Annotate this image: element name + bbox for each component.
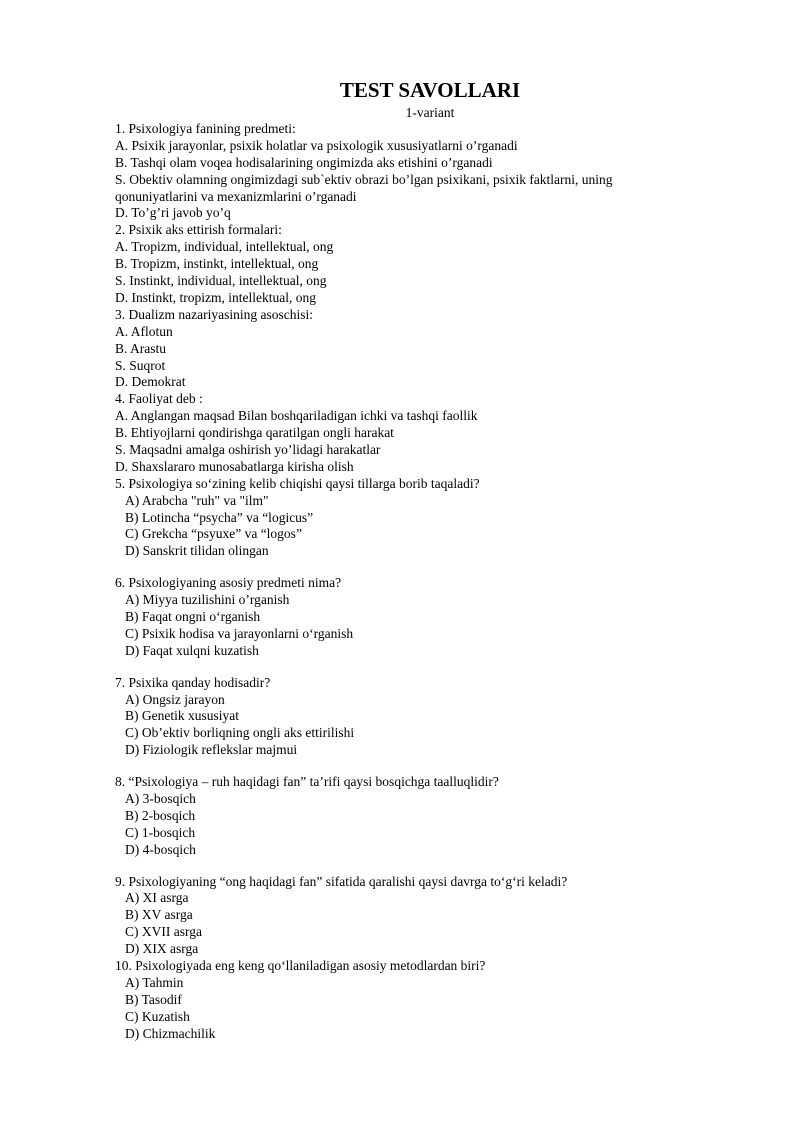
answer-option: C) Ob’ektiv borliqning ongli aks ettirilishi xyxy=(125,725,355,741)
answer-option: D. To’g’ri javob yo’q xyxy=(115,205,231,221)
answer-option: A) Miyya tuzilishini o’rganish xyxy=(125,592,290,608)
answer-option: D) XIX asrga xyxy=(125,941,199,957)
answer-option: D) Chizmachilik xyxy=(125,1025,216,1041)
answer-option: B. Ehtiyojlarni qondirishga qaratilgan ongli harakat xyxy=(115,425,394,441)
answer-option: B. Tashqi olam voqea hodisalarining ongimizda aks etishini o’rganadi xyxy=(115,154,493,170)
variant-subtitle: 1-variant xyxy=(405,105,455,120)
answer-option: D) Sanskrit tilidan olingan xyxy=(125,543,269,559)
answer-option: A. Aflotun xyxy=(115,323,173,339)
answer-option: A) Tahmin xyxy=(125,974,184,990)
answer-option: C) Kuzatish xyxy=(125,1008,190,1024)
answer-option: D) Faqat xulqni kuzatish xyxy=(125,642,259,658)
question-text: 7. Psixika qanday hodisadir? xyxy=(115,674,271,690)
answer-option: A) Arabcha "ruh" va "ilm" xyxy=(125,492,269,508)
question-text: 1. Psixologiya fanining predmeti: xyxy=(115,121,296,136)
question-text: 6. Psixologiyaning asosiy predmeti nima? xyxy=(115,575,342,591)
answer-option: B) Tasodif xyxy=(125,991,182,1007)
answer-option: C) XVII asrga xyxy=(125,924,202,940)
answer-option: A. Tropizm, individual, intellektual, ong xyxy=(115,239,334,255)
answer-option: D) Fiziologik reflekslar majmui xyxy=(125,742,298,758)
question-text: 4. Faoliyat deb : xyxy=(115,391,203,407)
question-text: 9. Psixologiyaning “ong haqidagi fan” sifatida qaralishi qaysi davrga to‘g‘ri keladi? xyxy=(115,873,568,889)
answer-option: D. Shaxslararo munosabatlarga kirisha olish xyxy=(115,458,354,474)
answer-option: S. Maqsadni amalga oshirish yo’lidagi harakatlar xyxy=(115,441,381,457)
answer-option: C) Grekcha “psyuxe” va “logos” xyxy=(125,526,302,542)
answer-option: S. Suqrot xyxy=(115,357,166,373)
answer-option: C) Psixik hodisa va jarayonlarni o‘rganish xyxy=(125,625,354,641)
answer-option: B) 2-bosqich xyxy=(125,807,196,823)
answer-option: A. Anglangan maqsad Bilan boshqariladigan ichki va tashqi faollik xyxy=(115,408,478,424)
answer-option: C) 1-bosqich xyxy=(125,824,196,840)
answer-option: B) Faqat ongni o‘rganish xyxy=(125,608,261,624)
answer-option: D. Instinkt, tropizm, intellektual, ong xyxy=(115,289,316,305)
page-title: TEST SAVOLLARI xyxy=(339,78,521,102)
question-text: 8. “Psixologiya – ruh haqidagi fan” ta’rifi qaysi bosqichga taalluqlidir? xyxy=(115,774,499,790)
answer-option: B) Genetik xususiyat xyxy=(125,708,239,724)
answer-option: B. Arastu xyxy=(115,340,167,356)
answer-option: A) Ongsiz jarayon xyxy=(125,691,225,707)
question-list xyxy=(115,121,675,1042)
answer-option: S. Instinkt, individual, intellektual, ong xyxy=(115,273,327,289)
answer-option: B. Tropizm, instinkt, intellektual, ong xyxy=(115,256,319,272)
question-text: 3. Dualizm nazariyasining asoschisi: xyxy=(115,306,313,322)
question-text: 2. Psixik aks ettirish formalari: xyxy=(115,222,282,238)
question-text: 10. Psixologiyada eng keng qo‘llaniladigan asosiy metodlardan biri? xyxy=(115,958,486,973)
answer-option: B) XV asrga xyxy=(125,907,193,923)
answer-option: B) Lotincha “psycha” va “logicus” xyxy=(125,509,314,525)
answer-option: A) XI asrga xyxy=(125,890,189,906)
answer-option: A. Psixik jarayonlar, psixik holatlar va psixologik xususiyatlarni o’rganadi xyxy=(115,137,518,153)
answer-option: D) 4-bosqich xyxy=(125,841,196,857)
answer-option: D. Demokrat xyxy=(115,374,186,390)
answer-option: A) 3-bosqich xyxy=(125,790,196,806)
question-text: 5. Psixologiya so‘zining kelib chiqishi qaysi tillarga borib taqaladi? xyxy=(115,475,480,491)
answer-option: S. Obektiv olamning ongimizdagi sub`ektiv obrazi bo’lgan psixikani, psixik faktlarni, uning qonuniyatlarini va mexanizmlarini o’rganadi xyxy=(115,171,613,204)
